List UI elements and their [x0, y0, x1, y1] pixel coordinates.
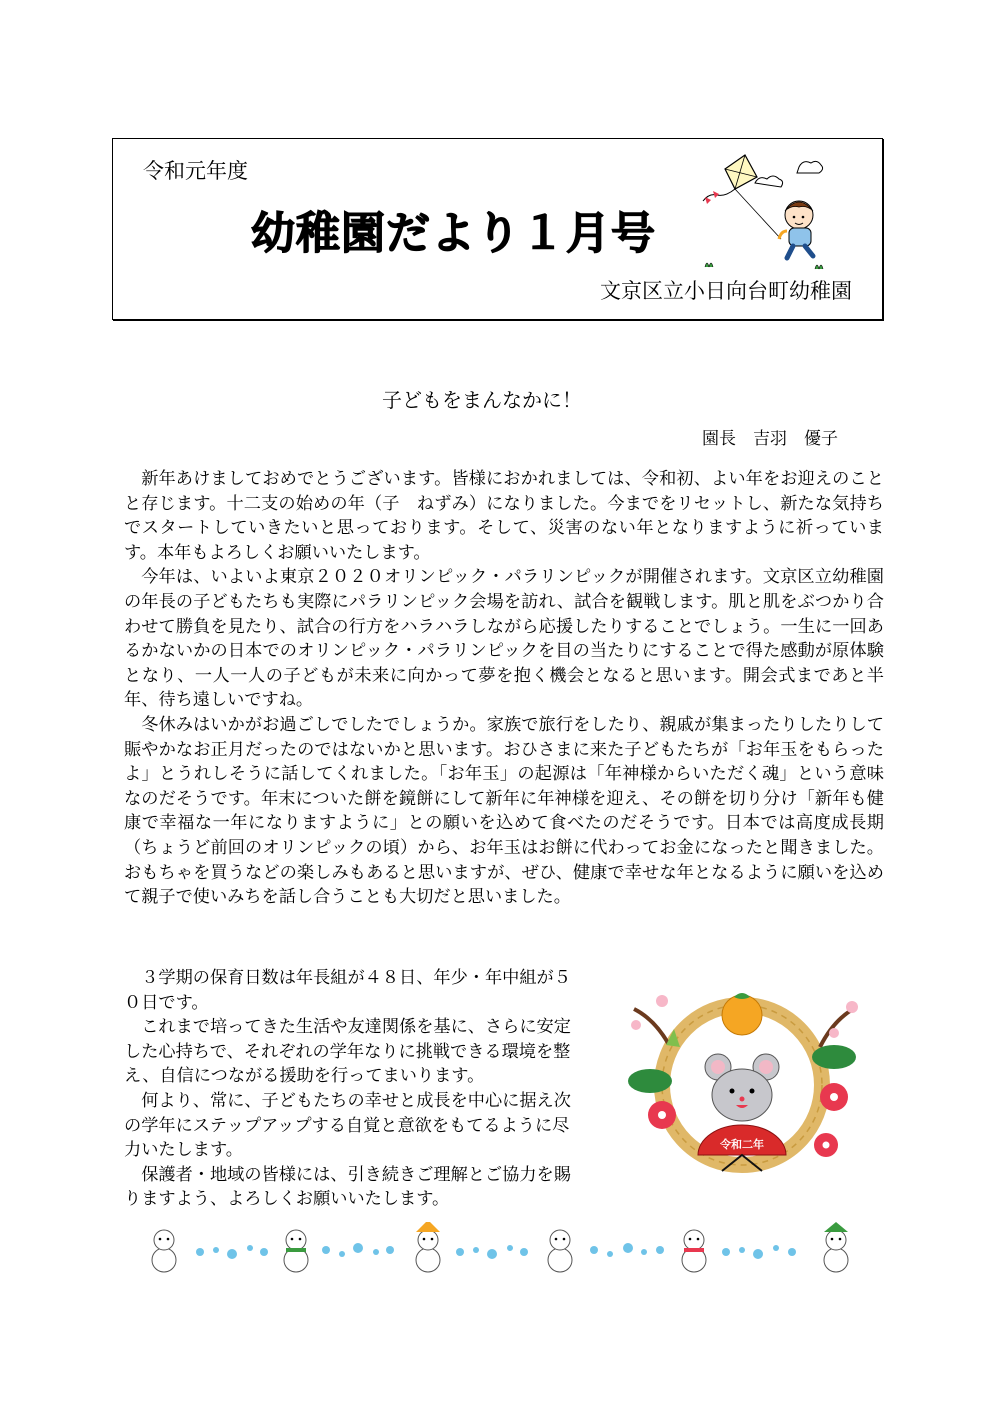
term-notice [124, 966, 578, 1212]
article-paragraph: 新年あけましておめでとうございます。皆様におかれましては、令和初、よい年をお迎えのことと存じます。十二支の始めの年（子 ねずみ）になりました。今までをリセットし、新たな気持ちでスタートしていきたいと思っております。そして、災害のない年となりますように祈っています。本年もよろしくお願いいたします。 [124, 469, 884, 563]
term-paragraph: 保護者・地域の皆様には、引き続きご理解とご協力を賜りますよう、よろしくお願いいたします。 [124, 1164, 571, 1210]
fan-text: 令和二年 [720, 1138, 764, 1151]
article-author: 園長 吉羽 優子 [702, 429, 838, 449]
term-paragraph: 何より、常に、子どもたちの幸せと成長を中心に据え次の学年にステップアップする自覚と意欲をもてるように尽力いたします。 [124, 1090, 571, 1161]
article-paragraph: 今年は、いよいよ東京２０２０オリンピック・パラリンピックが開催されます。文京区立幼稚園の年長の子どもたちも実際にパラリンピック会場を訪れ、試合を観戦します。肌と肌をぶつかり合わせて勝負を見たり、試合の行方をハラハラしながら応援したりすることでしょう。一生に一回あるかないかの日本でのオリンピック・パラリンピックを目の当たりにすることで得た感動が原体験となり、一人一人の子どもが未来に向かって夢を抱く機会となると思います。開会式まであと半年、待ち遠しいですね。 [124, 567, 884, 711]
kite-boy-illustration [695, 147, 825, 277]
term-paragraph: これまで培ってきた生活や友達関係を基に、さらに安定した心持ちで、それぞれの学年なりに挑戦できる環境を整え、自信につながる援助を行ってまいります。 [124, 1017, 571, 1087]
newsletter-header [112, 138, 883, 320]
term-paragraph: ３学期の保育日数は年長組が４８日、年少・年中組が５０日です。 [124, 968, 571, 1013]
snowman-border [140, 1222, 870, 1278]
era-label: 令和元年度 [143, 159, 248, 183]
school-name: 文京区立小日向台町幼稚園 [600, 279, 852, 303]
article-paragraph: 冬休みはいかがお過ごしでしたでしょうか。家族で旅行をしたり、親戚が集まったりしたりして賑やかなお正月だったのではないかと思います。おひさまに来た子どもたちが「お年玉をもらったよ」とうれしそうに話してくれました。「お年玉」の起源は「年神様からいただく魂」という意味なのだそうです。年末についた餅を鏡餅にして新年に年神様を迎え、その餅を切り分け「新年も健康で幸福な一年になりますように」との願いを込めて食べたのだそうです。日本では高度成長期（ちょうど前回のオリンピックの頃）から、お年玉はお餅に代わってお金になったと聞きました。おもちゃを買うなどの楽しみもあると思いますが、ぜひ、健康で幸せな年となるように願いを込めて親子で使いみちを話し合うことも大切だと思いました。 [124, 714, 884, 908]
article-body [124, 467, 884, 910]
newsletter-title: 幼稚園だより１月号 [251, 208, 656, 259]
mouse-wreath-illustration [622, 985, 862, 1195]
article-heading: 子どもをまんなかに！ [382, 388, 582, 412]
